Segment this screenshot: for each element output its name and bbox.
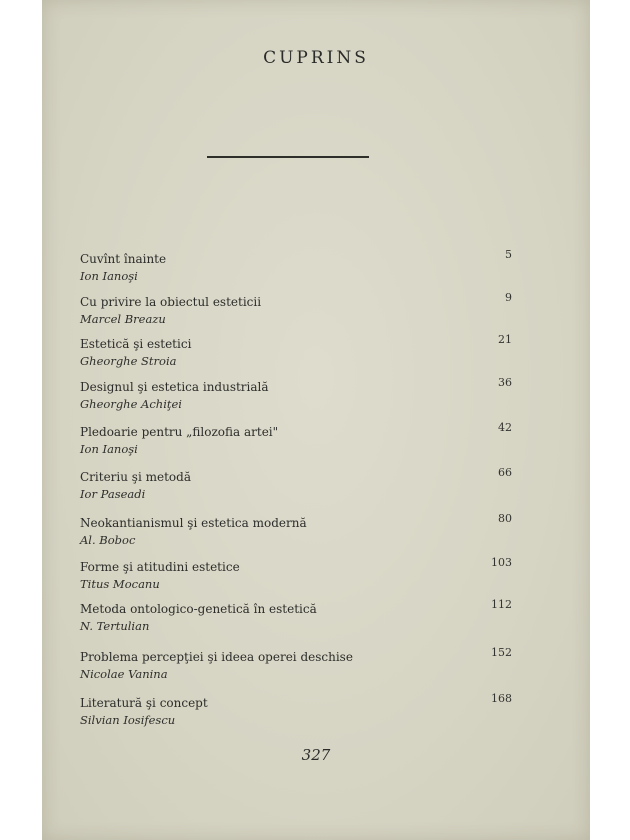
- entry-author: Al. Boboc: [80, 533, 136, 547]
- entry-page-number: 112: [491, 598, 512, 611]
- toc-entry: [80, 512, 512, 552]
- entry-title: Cuvînt înainte: [80, 252, 167, 266]
- entry-author: Gheorghe Stroia: [80, 354, 177, 368]
- toc-entry: [80, 291, 512, 331]
- entry-author: Ion Ianoşi: [80, 442, 138, 456]
- entry-title: Criteriu şi metodă: [80, 470, 191, 484]
- entry-page-number: 66: [498, 466, 512, 479]
- entry-title: Problema percepţiei şi ideea operei deschise: [80, 650, 353, 664]
- entry-author: Ior Paseadi: [80, 487, 146, 501]
- entry-title: Estetică şi estetici: [80, 337, 192, 351]
- toc-entry: [80, 556, 512, 596]
- entry-page-number: 152: [491, 646, 512, 659]
- page-folio-number: 327: [301, 746, 331, 764]
- entry-page-number: 9: [505, 291, 512, 304]
- toc-entry: [80, 421, 512, 461]
- heading-rule: [207, 156, 369, 158]
- entry-title: Neokantianismul şi estetica modernă: [80, 516, 307, 530]
- entry-author: Ion Ianoşi: [80, 269, 138, 283]
- toc-entry: [80, 598, 512, 638]
- contents-heading: CUPRINS: [263, 48, 369, 68]
- entry-author: Marcel Breazu: [80, 312, 166, 326]
- toc-entry: [80, 466, 512, 506]
- entry-page-number: 103: [491, 556, 512, 569]
- entry-title: Literatură şi concept: [80, 696, 208, 710]
- entry-author: Gheorghe Achiţei: [80, 397, 182, 411]
- entry-page-number: 168: [491, 692, 512, 705]
- entry-page-number: 80: [498, 512, 512, 525]
- entry-page-number: 5: [505, 248, 512, 261]
- toc-entry: [80, 376, 512, 416]
- entry-author: Silvian Iosifescu: [80, 713, 176, 727]
- entry-title: Forme şi atitudini estetice: [80, 560, 240, 574]
- entry-title: Cu privire la obiectul esteticii: [80, 295, 262, 309]
- toc-entry: [80, 692, 512, 732]
- toc-entry: [80, 646, 512, 686]
- entry-author: Nicolae Vanina: [80, 667, 168, 681]
- entry-title: Metoda ontologico-genetică în estetică: [80, 602, 317, 616]
- toc-entry: [80, 248, 512, 288]
- entry-author: Titus Mocanu: [80, 577, 160, 591]
- entry-page-number: 36: [498, 376, 512, 389]
- entry-author: N. Tertulian: [80, 619, 150, 633]
- entry-page-number: 21: [498, 333, 512, 346]
- toc-entry: [80, 333, 512, 373]
- book-page: [42, 0, 590, 840]
- entry-page-number: 42: [498, 421, 512, 434]
- entry-title: Pledoarie pentru „filozofia artei": [80, 425, 279, 439]
- entry-title: Designul şi estetica industrială: [80, 380, 269, 394]
